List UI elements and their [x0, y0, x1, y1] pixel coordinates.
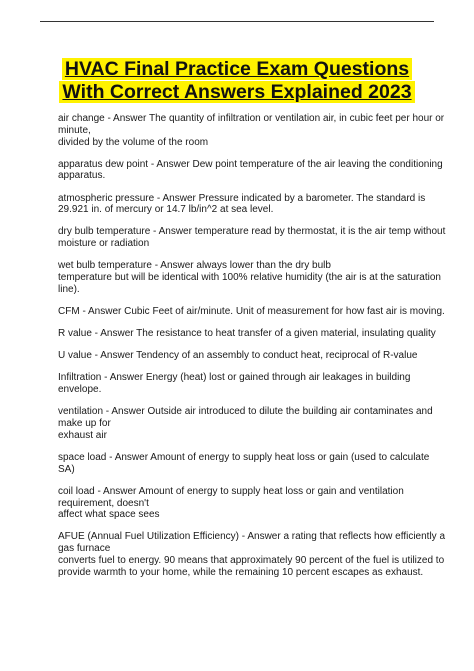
entry-line: make up for [58, 418, 111, 430]
glossary-entry [58, 306, 445, 318]
document-title [40, 58, 434, 104]
entry-line: exhaust air [58, 429, 107, 441]
entry-line: converts fuel to energy. 90 means that approximately 90 percent of the fuel is utilized to [58, 555, 445, 567]
glossary-entry [58, 328, 434, 340]
glossary-entry [58, 193, 434, 217]
entry-line: coil load - Answer Amount of energy to supply heat loss or gain and ventilation [58, 485, 404, 497]
glossary-entry [58, 406, 434, 441]
title-line-2: With Correct Answers Explained 2023 [59, 81, 414, 103]
glossary-entry [58, 260, 441, 295]
entry-line: divided by the volume of the room [58, 136, 209, 148]
entry-line: line). [58, 283, 80, 295]
entry-line: gas furnace [58, 543, 111, 555]
entry-line: apparatus. [58, 170, 106, 182]
title-line-1: HVAC Final Practice Exam Questions [62, 58, 412, 80]
entry-line: R value - Answer The resistance to heat transfer of a given material, insulating quality [58, 328, 436, 340]
entry-line: minute, [58, 124, 91, 136]
entry-line: temperature but will be identical with 100% relative humidity (the air is at the saturation [58, 272, 441, 284]
entry-line: air change - Answer The quantity of infiltration or ventilation air, in cubic feet per hour or [58, 113, 445, 124]
glossary-entry [58, 158, 443, 183]
glossary-entry [58, 452, 434, 476]
entry-line: SA) [58, 463, 75, 475]
top-divider [40, 21, 434, 22]
entry-line: 29.921 in. of mercury or 14.7 lb/in^2 at sea level. [58, 204, 274, 216]
glossary-entry [58, 486, 434, 521]
entry-line: moisture or radiation [58, 238, 150, 250]
entry-line: atmospheric pressure - Answer Pressure indicated by a barometer. The standard is [58, 192, 426, 204]
entry-line: space load - Answer Amount of energy to supply heat loss or gain (used to calculate [58, 451, 430, 463]
entry-line: dry bulb temperature - Answer temperature read by thermostat, it is the air temp without [58, 226, 446, 238]
entry-line: requirement, doesn't [58, 497, 149, 509]
entry-line: CFM - Answer Cubic Feet of air/minute. Unit of measurement for how fast air is moving. [58, 306, 445, 318]
entry-line: provide warmth to your home, while the remaining 10 percent escapes as exhaust. [58, 566, 424, 578]
entry-line: affect what space sees [58, 509, 160, 521]
entry-line: wet bulb temperature - Answer always lower than the dry bulb [58, 260, 331, 272]
entry-line: U value - Answer Tendency of an assembly to conduct heat, reciprocal of R-value [58, 350, 418, 362]
entry-line: envelope. [58, 384, 102, 396]
entry-line: ventilation - Answer Outside air introduced to dilute the building air contaminates and [58, 406, 433, 418]
entry-line: AFUE (Annual Fuel Utilization Efficiency) - Answer a rating that reflects how efficiently a [58, 531, 446, 543]
entry-line: apparatus dew point - Answer Dew point temperature of the air leaving the conditioning [58, 158, 443, 170]
glossary-entries [58, 113, 446, 589]
glossary-entry [58, 226, 446, 250]
glossary-entry [58, 372, 434, 396]
glossary-entry [58, 531, 446, 578]
glossary-entry [58, 350, 434, 362]
glossary-entry [58, 113, 445, 148]
entry-line: Infiltration - Answer Energy (heat) lost or gained through air leakages in building [58, 372, 411, 384]
